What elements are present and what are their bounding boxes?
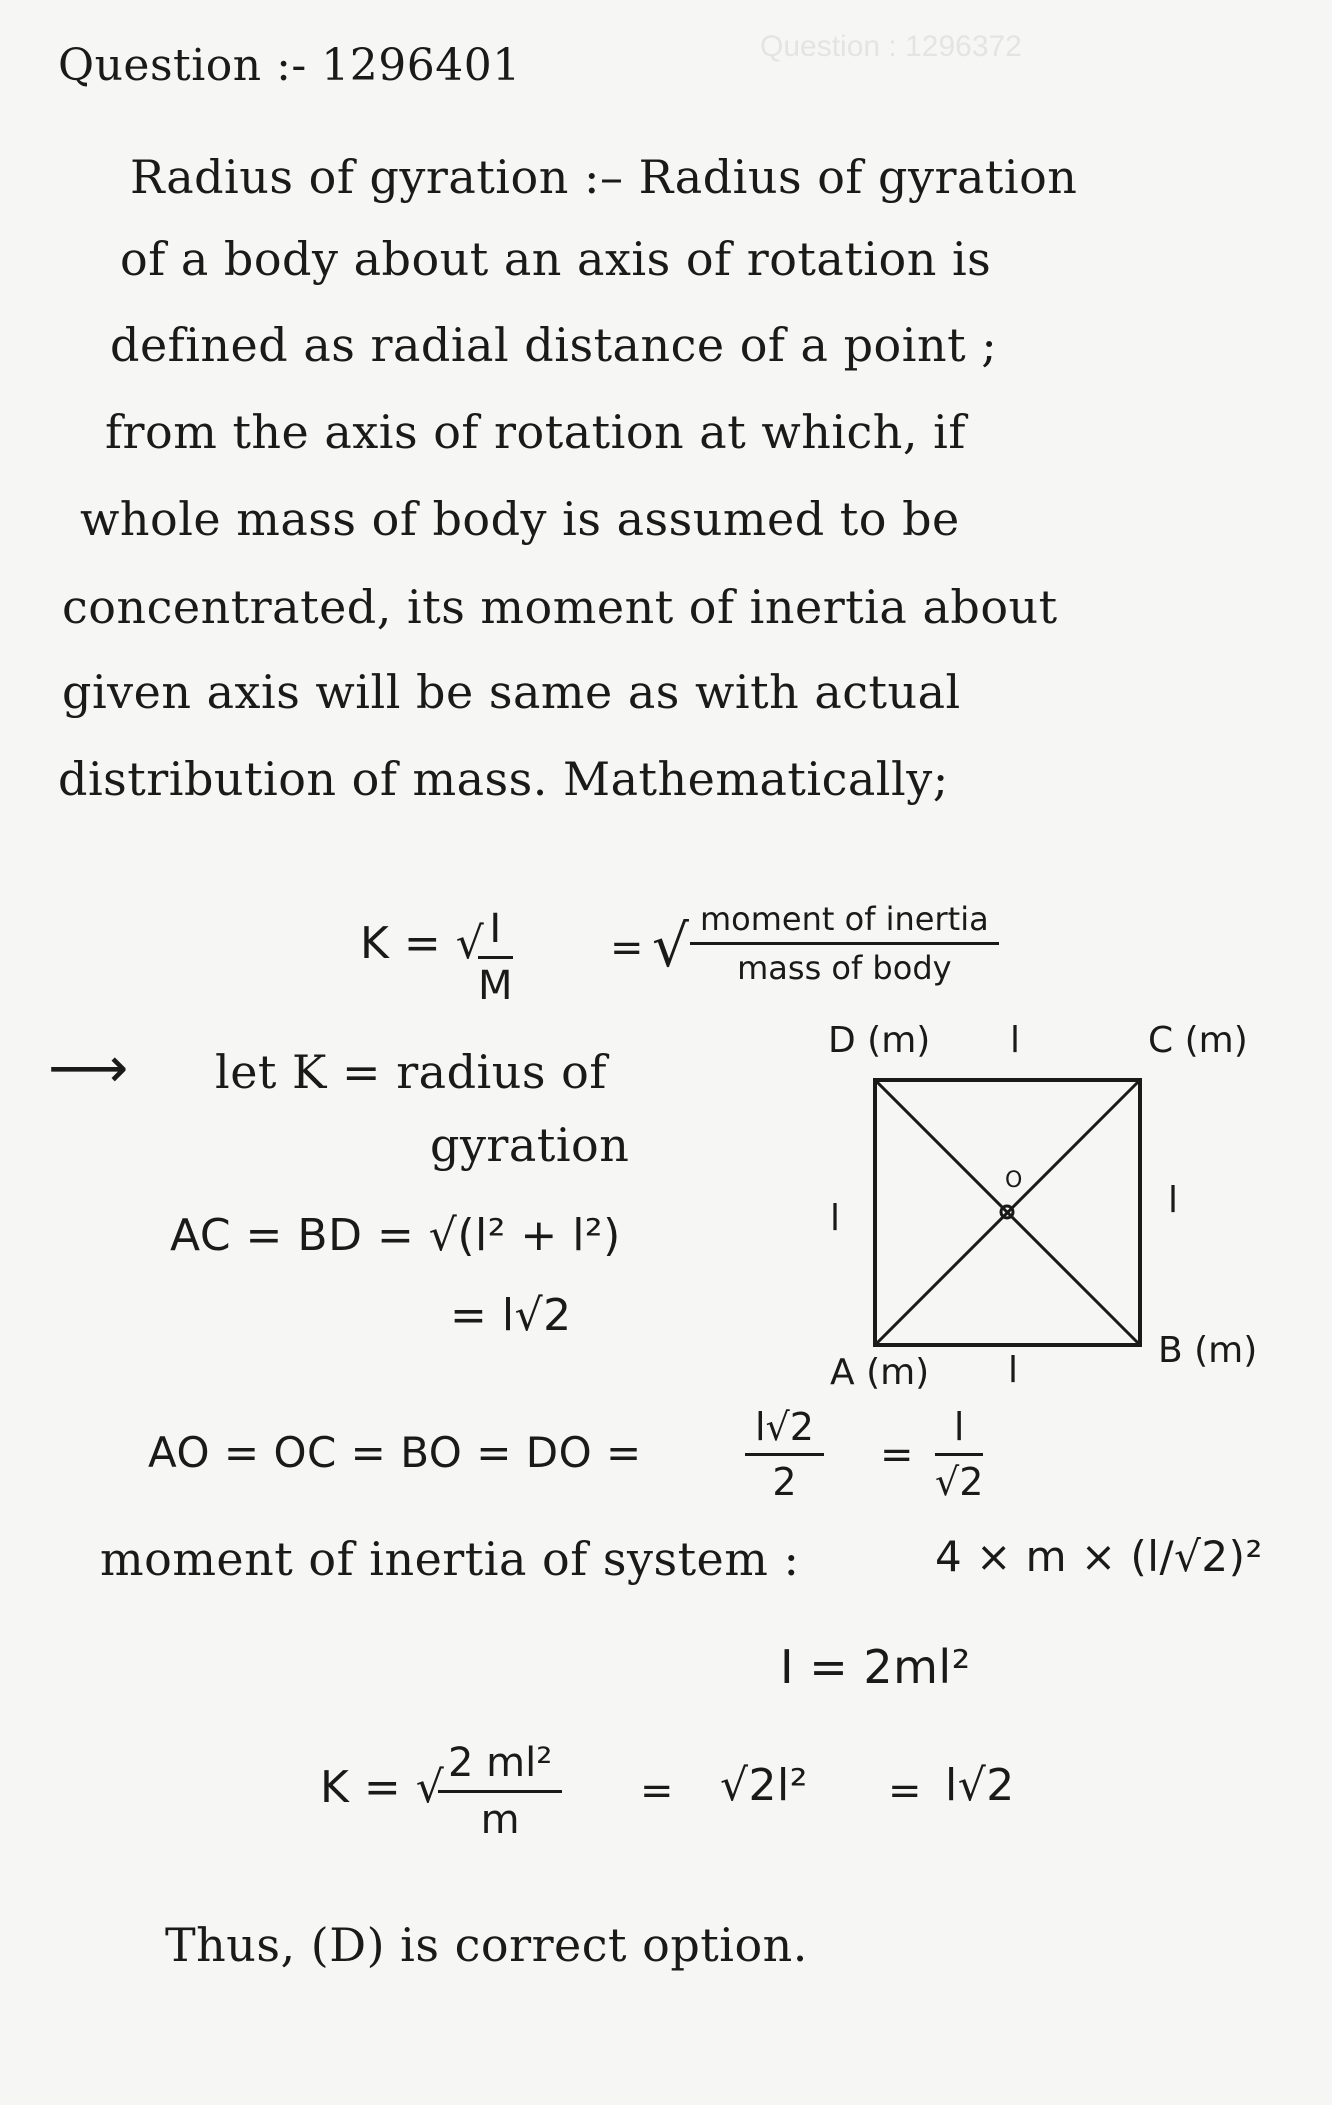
formula-k-word-denominator: mass of body: [737, 949, 952, 987]
formula-k-fraction: [478, 906, 513, 1009]
formula-k-equals: =: [610, 925, 645, 971]
moi-expression: 4 × m × (l/√2)²: [935, 1532, 1263, 1581]
ac-bd-equation: AC = BD = √(l² + l²): [170, 1210, 621, 1261]
ao-fraction-1-numerator: l√2: [745, 1405, 824, 1456]
ao-equation: AO = OC = BO = DO =: [148, 1428, 642, 1477]
side-label-top: l: [1010, 1020, 1021, 1061]
k-final-result: l√2: [945, 1760, 1015, 1811]
formula-k-word-fraction: [690, 900, 999, 987]
side-label-bottom: l: [1008, 1350, 1019, 1391]
k-final-fraction: [438, 1740, 562, 1843]
conclusion: Thus, (D) is correct option.: [165, 1918, 808, 1972]
definition-line-1: Radius of gyration :– Radius of gyration: [130, 150, 1078, 204]
definition-line-5: whole mass of body is assumed to be: [80, 492, 960, 546]
moi-result: I = 2ml²: [780, 1640, 971, 1694]
k-final-equals-1: =: [640, 1768, 675, 1814]
definition-line-8: distribution of mass. Mathematically;: [58, 752, 949, 806]
definition-line-7: given axis will be same as with actual: [62, 665, 961, 719]
question-id: Question :- 1296401: [58, 40, 521, 91]
definition-line-4: from the axis of rotation at which, if: [105, 405, 966, 459]
arrow-icon: ⟶: [48, 1036, 129, 1101]
ao-fraction-1-denominator: 2: [772, 1460, 797, 1504]
center-label-o: O: [1005, 1168, 1023, 1193]
ao-fraction-1: [745, 1405, 824, 1504]
k-final-lhs: K = √: [320, 1762, 445, 1813]
vertex-label-d: D (m): [828, 1020, 931, 1061]
formula-k-root: √: [652, 912, 690, 980]
ao-fraction-2: [935, 1405, 983, 1504]
ao-fraction-2-numerator: l: [935, 1405, 983, 1456]
ao-equals: =: [880, 1432, 915, 1478]
ac-bd-result: = l√2: [450, 1290, 572, 1341]
ao-fraction-2-denominator: √2: [935, 1460, 984, 1504]
k-final-equals-2: =: [888, 1768, 923, 1814]
let-k-gyration: gyration: [430, 1118, 630, 1172]
k-final-middle: √2l²: [720, 1760, 808, 1811]
definition-line-3: defined as radial distance of a point ;: [110, 318, 998, 372]
bleed-through-text: Question : 1296372: [760, 30, 1022, 63]
vertex-label-c: C (m): [1148, 1020, 1248, 1061]
formula-k-denominator: M: [478, 963, 513, 1009]
let-k-line: let K = radius of: [215, 1045, 607, 1099]
side-label-left: l: [830, 1198, 841, 1239]
k-final-denominator: m: [480, 1797, 520, 1843]
definition-line-6: concentrated, its moment of inertia about: [62, 580, 1058, 634]
moi-label: moment of inertia of system :: [100, 1532, 800, 1586]
vertex-label-a: A (m): [830, 1352, 930, 1393]
square-diagram: [800, 1020, 1320, 1380]
vertex-label-b: B (m): [1158, 1330, 1258, 1371]
formula-k-word-numerator: moment of inertia: [690, 900, 999, 945]
k-final-numerator: 2 ml²: [438, 1740, 562, 1793]
formula-k-numerator: I: [478, 906, 513, 959]
formula-k-lhs: K = √: [360, 918, 485, 969]
side-label-right: l: [1168, 1180, 1179, 1221]
definition-line-2: of a body about an axis of rotation is: [120, 232, 992, 286]
